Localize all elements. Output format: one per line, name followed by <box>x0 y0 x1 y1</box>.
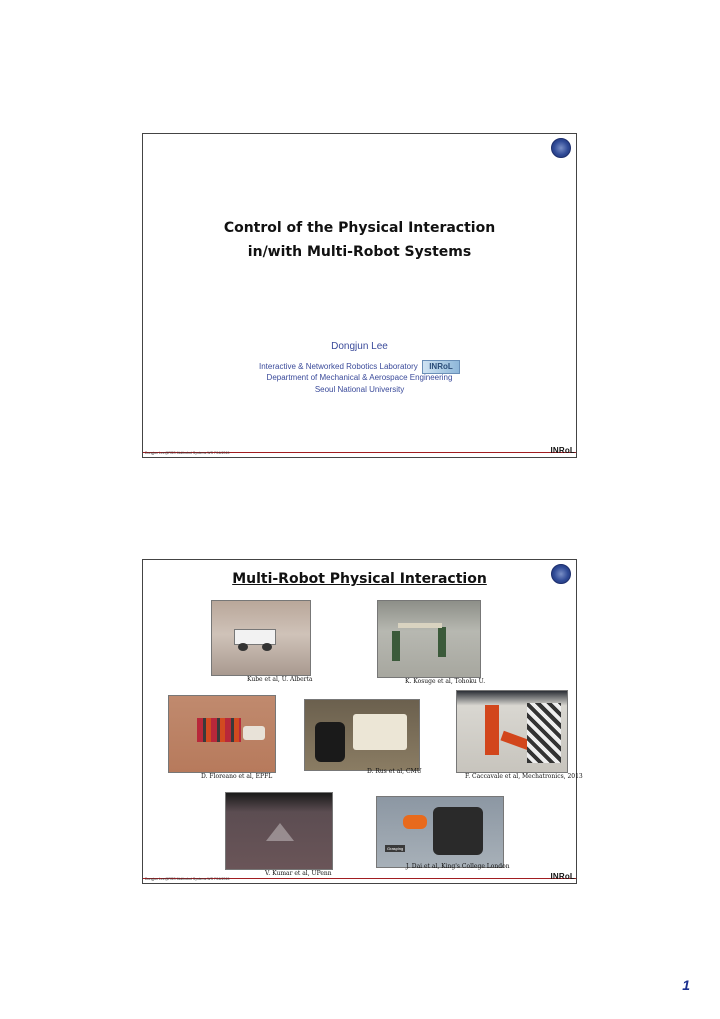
caption-kumar: V. Kumar et al, UPenn <box>265 870 332 877</box>
dai-hands-photo <box>376 796 504 868</box>
footer-logo: INRoL <box>550 872 575 881</box>
caption-kube: Kube et al, U. Alberta <box>247 676 313 683</box>
title-slide <box>142 133 577 458</box>
lab-name: Interactive & Networked Robotics Laboratory <box>259 362 418 372</box>
lab-logo: INRoL <box>422 360 460 374</box>
grasping-label: Grasping <box>387 846 404 851</box>
multi-robot-slide <box>142 559 583 884</box>
rus-robots-photo <box>304 699 420 771</box>
kosuge-robot-photo <box>377 600 481 678</box>
page-number: 1 <box>682 977 690 993</box>
title-line-2: in/with Multi-Robot Systems <box>247 244 472 260</box>
lab-line <box>143 360 576 374</box>
university-seal-icon <box>551 138 571 158</box>
caption-kosuge: K. Kosuge et al, Tohoku U. <box>405 678 486 685</box>
slide-title: Multi-Robot Physical Interaction <box>232 571 487 587</box>
caption-floreano: D. Floreano et al, EPFL <box>201 773 273 780</box>
footer-logo: INRoL <box>550 446 575 455</box>
presentation-title <box>143 216 576 264</box>
kube-robot-photo <box>211 600 311 676</box>
title-line-1: Control of the Physical Interaction <box>223 220 496 236</box>
slide-footer-text: Dongjun Lee@RSS Multirobot Systems WS 7/16/2015 <box>145 877 230 881</box>
caption-rus: D. Rus et al, CMU <box>367 768 422 775</box>
caption-dai: J. Dai et al, King's College London <box>406 863 510 870</box>
caccavale-robots-photo <box>456 690 568 773</box>
department-name: Department of Mechanical & Aerospace Engineering <box>266 373 453 382</box>
slide-footer-text: Dongjun Lee@RSS Multirobot Systems WS 7/16/2015 <box>145 451 230 455</box>
kumar-robots-photo <box>225 792 333 870</box>
author-name: Dongjun Lee <box>331 341 388 352</box>
university-name: Seoul National University <box>314 385 405 394</box>
floreano-robots-photo <box>168 695 276 773</box>
caption-caccavale: F. Caccavale et al, Mechatronics, 2013 <box>465 773 583 780</box>
